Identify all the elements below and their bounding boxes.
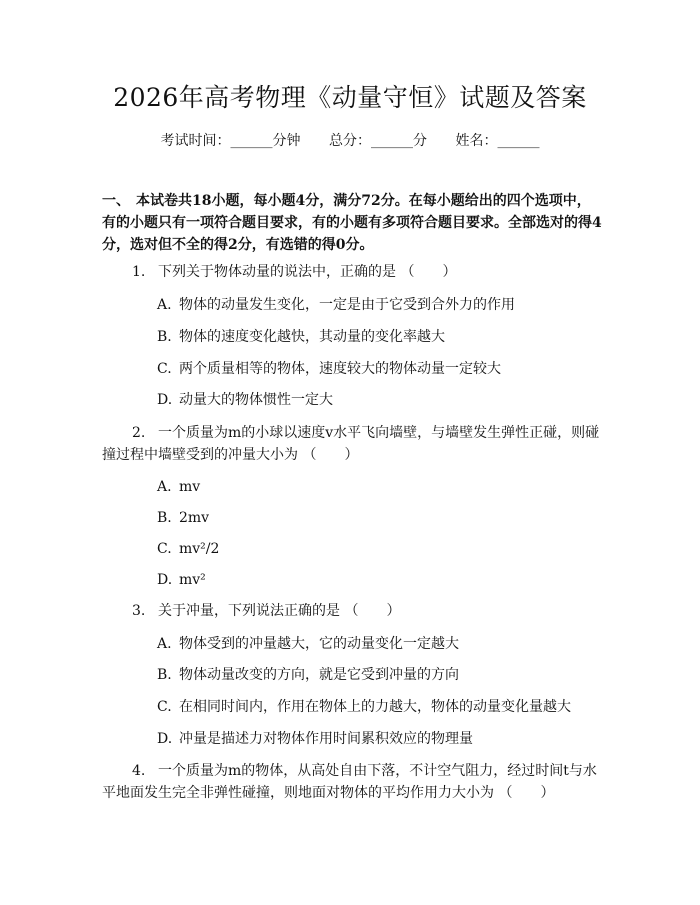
section-number: 一、 <box>102 193 130 209</box>
option-text: 两个质量相等的物体，速度较大的物体动量一定较大 <box>179 361 501 377</box>
option-letter: A. <box>157 297 172 313</box>
option-text: 物体的动量发生变化，一定是由于它受到合外力的作用 <box>179 297 515 313</box>
option-letter: C. <box>157 541 172 557</box>
question-3-option-a <box>157 633 607 655</box>
section-instructions <box>102 190 602 256</box>
option-text: 物体的速度变化越快，其动量的变化率越大 <box>179 329 445 345</box>
option-text: 物体受到的冲量越大，它的动量变化一定越大 <box>179 636 459 652</box>
option-text: mv <box>179 479 201 495</box>
question-2-option-c <box>157 538 607 560</box>
question-text: 下列关于物体动量的说法中，正确的是 （ ） <box>158 264 457 280</box>
option-text: mv² <box>179 572 206 588</box>
question-1-option-b <box>157 326 607 348</box>
question-3-option-d <box>157 728 607 750</box>
option-letter: C. <box>157 361 172 377</box>
total-score-field: 总分：______分 <box>329 133 427 149</box>
option-letter: A. <box>157 636 172 652</box>
option-letter: D. <box>157 572 173 588</box>
question-1-stem <box>102 261 602 283</box>
section-text: 本试卷共18小题，每小题4分，满分72分。在每小题给出的四个选项中，有的小题只有一项符合题目要求，有的小题有多项符合题目要求。全部选对的得4分，选对但不全的得2分，有选错的得0分。 <box>102 193 602 253</box>
question-1-option-a <box>157 294 607 316</box>
option-text: 物体动量改变的方向，就是它受到冲量的方向 <box>179 667 459 683</box>
question-number: 2. <box>132 425 146 441</box>
exam-time-field: 考试时间：______分钟 <box>160 133 301 149</box>
option-text: 2mv <box>179 510 210 526</box>
question-3-option-c <box>157 696 607 718</box>
question-1-option-c <box>157 358 607 380</box>
option-letter: A. <box>157 479 172 495</box>
option-text: 在相同时间内，作用在物体上的力越大，物体的动量变化量越大 <box>179 699 571 715</box>
question-2-option-d <box>157 569 607 591</box>
exam-info-line <box>0 130 700 152</box>
option-text: mv²/2 <box>179 541 220 557</box>
option-letter: C. <box>157 699 172 715</box>
question-4-stem <box>102 760 602 804</box>
option-letter: B. <box>157 510 172 526</box>
page-title: 2026年高考物理《动量守恒》试题及答案 <box>113 83 587 112</box>
question-text: 一个质量为m的物体，从高处自由下落，不计空气阻力，经过时间t与水平地面发生完全非弹性碰撞，则地面对物体的平均作用力大小为 （ ） <box>102 763 597 801</box>
option-letter: B. <box>157 667 172 683</box>
question-2-option-b <box>157 507 607 529</box>
option-letter: B. <box>157 329 172 345</box>
question-text: 关于冲量，下列说法正确的是 （ ） <box>158 603 401 619</box>
question-number: 1. <box>132 264 146 280</box>
question-number: 4. <box>132 763 146 779</box>
question-number: 3. <box>132 603 146 619</box>
question-1-option-d <box>157 389 607 411</box>
option-letter: D. <box>157 392 173 408</box>
question-3-stem <box>102 600 602 622</box>
question-2-stem <box>102 422 602 466</box>
question-2-option-a <box>157 476 607 498</box>
option-text: 冲量是描述力对物体作用时间累积效应的物理量 <box>179 731 473 747</box>
option-letter: D. <box>157 731 173 747</box>
option-text: 动量大的物体惯性一定大 <box>179 392 333 408</box>
question-text: 一个质量为m的小球以速度v水平飞向墙壁，与墙壁发生弹性正碰，则碰撞过程中墙壁受到的冲量大小为 （ ） <box>102 425 600 463</box>
question-3-option-b <box>157 664 607 686</box>
student-name-field: 姓名：______ <box>455 133 540 149</box>
